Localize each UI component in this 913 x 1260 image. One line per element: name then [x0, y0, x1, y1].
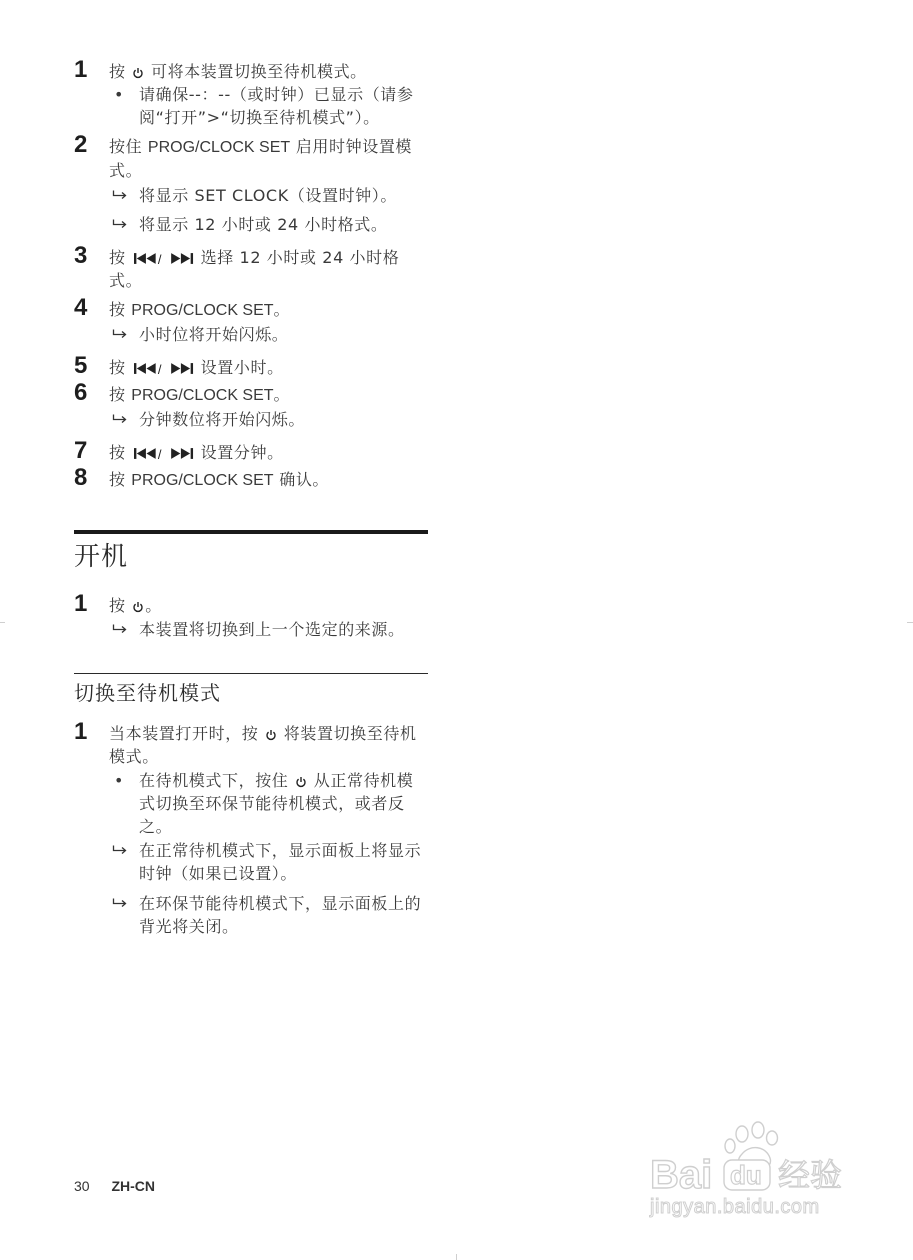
step-5 [74, 352, 428, 379]
step-text-post: 选择 12 小时或 24 小时格式。 [109, 248, 400, 290]
step-text-post: 设置小时。 [200, 358, 284, 377]
subsection-rule [74, 673, 428, 674]
step-number: 1 [74, 590, 88, 617]
step-text-pre: 按 [109, 62, 126, 81]
result-text: 在环保节能待机模式下，显示面板上的背光将关闭。 [139, 894, 422, 936]
content-column [74, 56, 428, 938]
step-text-pre: 按 [109, 300, 126, 319]
step-6 [74, 379, 428, 407]
step-1 [74, 56, 428, 83]
power-icon [132, 67, 144, 79]
page-number: 30 [74, 1178, 90, 1194]
step-text-pre: 按 [109, 596, 126, 615]
step-1 [74, 718, 428, 768]
next-icon [170, 362, 194, 375]
step-text-post: 。 [273, 300, 291, 319]
svg-text:du: du [730, 1160, 762, 1190]
step-text-post: 设置分钟。 [200, 443, 284, 462]
step-number: 6 [74, 379, 88, 406]
power-icon [132, 601, 144, 613]
result-item [74, 213, 428, 236]
step-number: 1 [74, 718, 88, 745]
step-number: 4 [74, 294, 88, 321]
baidu-watermark-logo [650, 1120, 880, 1200]
power-on-section [74, 530, 428, 641]
svg-text:经验: 经验 [778, 1156, 843, 1194]
watermark-url: jingyan.baidu.com [650, 1196, 820, 1218]
result-arrow-icon [109, 218, 131, 230]
result-text: 分钟数位将开始闪烁。 [139, 410, 306, 429]
result-arrow-icon [109, 413, 131, 425]
step-text-post: 将装置切换至待机模式。 [109, 724, 417, 766]
result-item [74, 618, 428, 641]
result-arrow-icon [109, 328, 131, 340]
result-arrow-icon [109, 623, 131, 635]
step-text-pre: 按住 [109, 137, 143, 156]
crop-mark [907, 622, 913, 623]
section-heading: 开机 [74, 542, 129, 572]
step-7 [74, 437, 428, 464]
step-number: 5 [74, 352, 88, 379]
result-text: 本装置将切换到上一个选定的来源。 [139, 620, 405, 639]
step-3 [74, 242, 428, 292]
result-item [74, 839, 428, 885]
step-text-post: 启用时钟设置模式。 [109, 137, 413, 180]
step-1 [74, 590, 428, 617]
step-text-post: 。 [145, 596, 162, 615]
step-text-pre: 按 [109, 248, 126, 267]
result-item [74, 323, 428, 346]
button-name: PROG/CLOCK SET [131, 387, 274, 404]
standby-section [74, 673, 428, 938]
result-arrow-icon [109, 189, 131, 201]
bullet-item [74, 83, 428, 129]
set-clock-steps [74, 56, 428, 492]
step-number: 8 [74, 464, 88, 491]
button-name: PROG/CLOCK SET [131, 302, 274, 319]
previous-icon [132, 447, 162, 460]
next-icon [170, 447, 194, 460]
step-text-pre: 按 [109, 470, 126, 489]
power-icon [295, 776, 307, 788]
step-number: 2 [74, 131, 88, 158]
result-arrow-icon [109, 844, 131, 856]
step-text-pre: 按 [109, 443, 126, 462]
language-code: ZH-CN [111, 1178, 156, 1194]
previous-icon [132, 362, 162, 375]
crop-mark [0, 622, 5, 623]
step-text-post: 确认。 [279, 470, 330, 489]
step-text-pre: 按 [109, 385, 126, 404]
step-number: 3 [74, 242, 88, 269]
next-icon [170, 252, 194, 265]
subsection-heading: 切换至待机模式 [74, 681, 221, 705]
step-2 [74, 131, 428, 182]
result-item [74, 408, 428, 431]
bullet-dot: • [114, 85, 125, 104]
step-4 [74, 294, 428, 322]
power-icon [265, 729, 277, 741]
bullet-text-pre: 在待机模式下，按住 [139, 771, 289, 790]
result-text: 将显示 12 小时或 24 小时格式。 [139, 215, 388, 234]
step-text-post: 可将本装置切换至待机模式。 [150, 62, 367, 81]
step-text-post: 。 [273, 385, 291, 404]
bullet-text: 请确保--：--（或时钟）已显示（请参阅“打开”>“切换至待机模式”）。 [139, 85, 414, 127]
result-item [74, 892, 428, 938]
bullet-dot: • [114, 771, 125, 790]
section-rule [74, 530, 428, 534]
result-arrow-icon [109, 897, 131, 909]
step-number: 1 [74, 56, 88, 83]
result-text: 小时位将开始闪烁。 [139, 325, 289, 344]
step-8 [74, 464, 428, 492]
result-text: 将显示 SET CLOCK（设置时钟）。 [139, 186, 397, 205]
step-text-pre: 当本装置打开时，按 [109, 724, 259, 743]
button-name: PROG/CLOCK SET [147, 139, 291, 156]
result-item [74, 184, 428, 207]
result-text: 在正常待机模式下，显示面板上将显示时钟（如果已设置）。 [139, 841, 422, 883]
bullet-text: 从正常待机模式切换至环保节能待机模式，或者反之。 [139, 771, 414, 836]
bullet-item [74, 769, 428, 838]
page-footer [74, 1178, 155, 1194]
step-text-pre: 按 [109, 358, 126, 377]
previous-icon [132, 252, 162, 265]
crop-mark [456, 1254, 457, 1260]
svg-text:Bai: Bai [650, 1153, 713, 1197]
step-number: 7 [74, 437, 88, 464]
button-name: PROG/CLOCK SET [131, 472, 274, 489]
